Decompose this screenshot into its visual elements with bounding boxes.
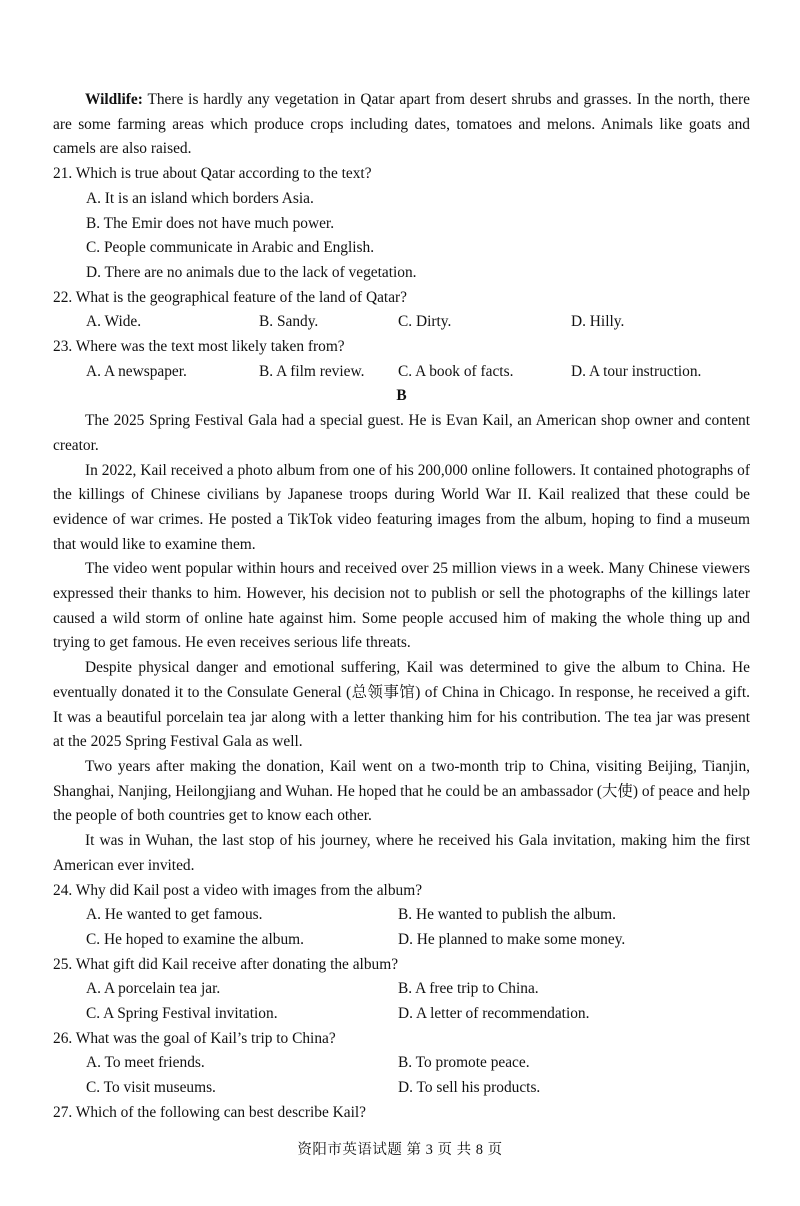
q21-option-a: A. It is an island which borders Asia. bbox=[86, 189, 314, 207]
passage-b-paragraph-3: The video went popular within hours and received over 25 million views in a week. Many Chinese viewers expressed their thanks to him. However, his decision not to publish or sell the photographs of the killings later caused a wild storm of online hate against him. Some people accused him of making the whole thing up and trying to get famous. He even receives serious life threats. bbox=[53, 560, 750, 652]
q26-options-row-1 bbox=[53, 1051, 750, 1076]
question-25-stem: 25. What gift did Kail receive after donating the album? bbox=[53, 955, 399, 973]
question-27-stem: 27. Which of the following can best describe Kail? bbox=[53, 1103, 366, 1121]
question-23-stem: 23. Where was the text most likely taken from? bbox=[53, 338, 345, 356]
q26-option-b: B. To promote peace. bbox=[398, 1054, 530, 1072]
wildlife-label: Wildlife: bbox=[85, 91, 143, 108]
q26-option-d: D. To sell his products. bbox=[398, 1079, 541, 1097]
wildlife-paragraph bbox=[53, 88, 750, 162]
q22-option-c: C. Dirty. bbox=[398, 313, 452, 331]
q22-option-a: A. Wide. bbox=[86, 313, 142, 331]
q22-options bbox=[53, 310, 750, 335]
q25-options-row-1 bbox=[53, 977, 750, 1002]
q25-option-b: B. A free trip to China. bbox=[398, 980, 539, 998]
q25-option-d: D. A letter of recommendation. bbox=[398, 1005, 590, 1023]
passage-b-paragraph-2: In 2022, Kail received a photo album from one of his 200,000 online followers. It contained photographs of the killings of Chinese civilians by Japanese troops during World War II. Kail realized that these could be evidence of war crimes. He posted a TikTok video featuring images from the album, hoping to find a museum that would like to examine them. bbox=[53, 461, 750, 553]
q24-options-row-1 bbox=[53, 903, 750, 928]
q21-option-d: D. There are no animals due to the lack of vegetation. bbox=[86, 263, 417, 281]
q23-option-c: C. A book of facts. bbox=[398, 362, 514, 380]
question-22-stem: 22. What is the geographical feature of the land of Qatar? bbox=[53, 288, 407, 306]
q24-option-a: A. He wanted to get famous. bbox=[86, 906, 263, 924]
page-footer: 资阳市英语试题 第 3 页 共 8 页 bbox=[297, 1142, 503, 1158]
q23-option-d: D. A tour instruction. bbox=[571, 362, 702, 380]
q26-options-row-2 bbox=[53, 1076, 750, 1101]
q25-option-c: C. A Spring Festival invitation. bbox=[86, 1005, 278, 1023]
passage-b-paragraph-1: The 2025 Spring Festival Gala had a special guest. He is Evan Kail, an American shop owner and content creator. bbox=[53, 412, 750, 454]
q21-option-b: B. The Emir does not have much power. bbox=[86, 214, 335, 232]
section-b-heading: B bbox=[396, 387, 407, 405]
q26-option-a: A. To meet friends. bbox=[86, 1054, 205, 1072]
question-26-stem: 26. What was the goal of Kail’s trip to China? bbox=[53, 1029, 336, 1047]
q24-options-row-2 bbox=[53, 928, 750, 953]
q26-option-c: C. To visit museums. bbox=[86, 1079, 216, 1097]
exam-page bbox=[53, 88, 750, 1126]
wildlife-text: There is hardly any vegetation in Qatar apart from desert shrubs and grasses. In the north, there are some farming areas which produce crops including dates, tomatoes and melons. Animals like goats and camels are also raised. bbox=[53, 91, 750, 158]
passage-b-paragraph-4: Despite physical danger and emotional suffering, Kail was determined to give the album to China. He eventually donated it to the Consulate General (总领事馆) of China in Chicago. In response, he received a gift. It was a beautiful porcelain tea jar along with a letter thanking him for his contribution. The tea jar was present at the 2025 Spring Festival Gala as well. bbox=[53, 659, 750, 751]
q23-option-a: A. A newspaper. bbox=[86, 362, 187, 380]
passage-b-paragraph-6: It was in Wuhan, the last stop of his journey, where he received his Gala invitation, making him the first American ever invited. bbox=[53, 832, 750, 874]
q23-options bbox=[53, 360, 750, 385]
question-24-stem: 24. Why did Kail post a video with images from the album? bbox=[53, 881, 423, 899]
q24-option-b: B. He wanted to publish the album. bbox=[398, 906, 617, 924]
q21-option-c: C. People communicate in Arabic and English. bbox=[86, 239, 375, 257]
q25-options-row-2 bbox=[53, 1002, 750, 1027]
question-21-stem: 21. Which is true about Qatar according to the text? bbox=[53, 165, 372, 183]
q22-option-b: B. Sandy. bbox=[259, 313, 319, 331]
q24-option-d: D. He planned to make some money. bbox=[398, 930, 626, 948]
q22-option-d: D. Hilly. bbox=[571, 313, 625, 331]
q24-option-c: C. He hoped to examine the album. bbox=[86, 930, 304, 948]
q25-option-a: A. A porcelain tea jar. bbox=[86, 980, 221, 998]
q23-option-b: B. A film review. bbox=[259, 362, 365, 380]
passage-b-paragraph-5: Two years after making the donation, Kail went on a two-month trip to China, visiting Beijing, Tianjin, Shanghai, Nanjing, Heilongjiang and Wuhan. He hoped that he could be an ambassador (大使) of peace and help the people of both countries get to know each other. bbox=[53, 757, 750, 825]
